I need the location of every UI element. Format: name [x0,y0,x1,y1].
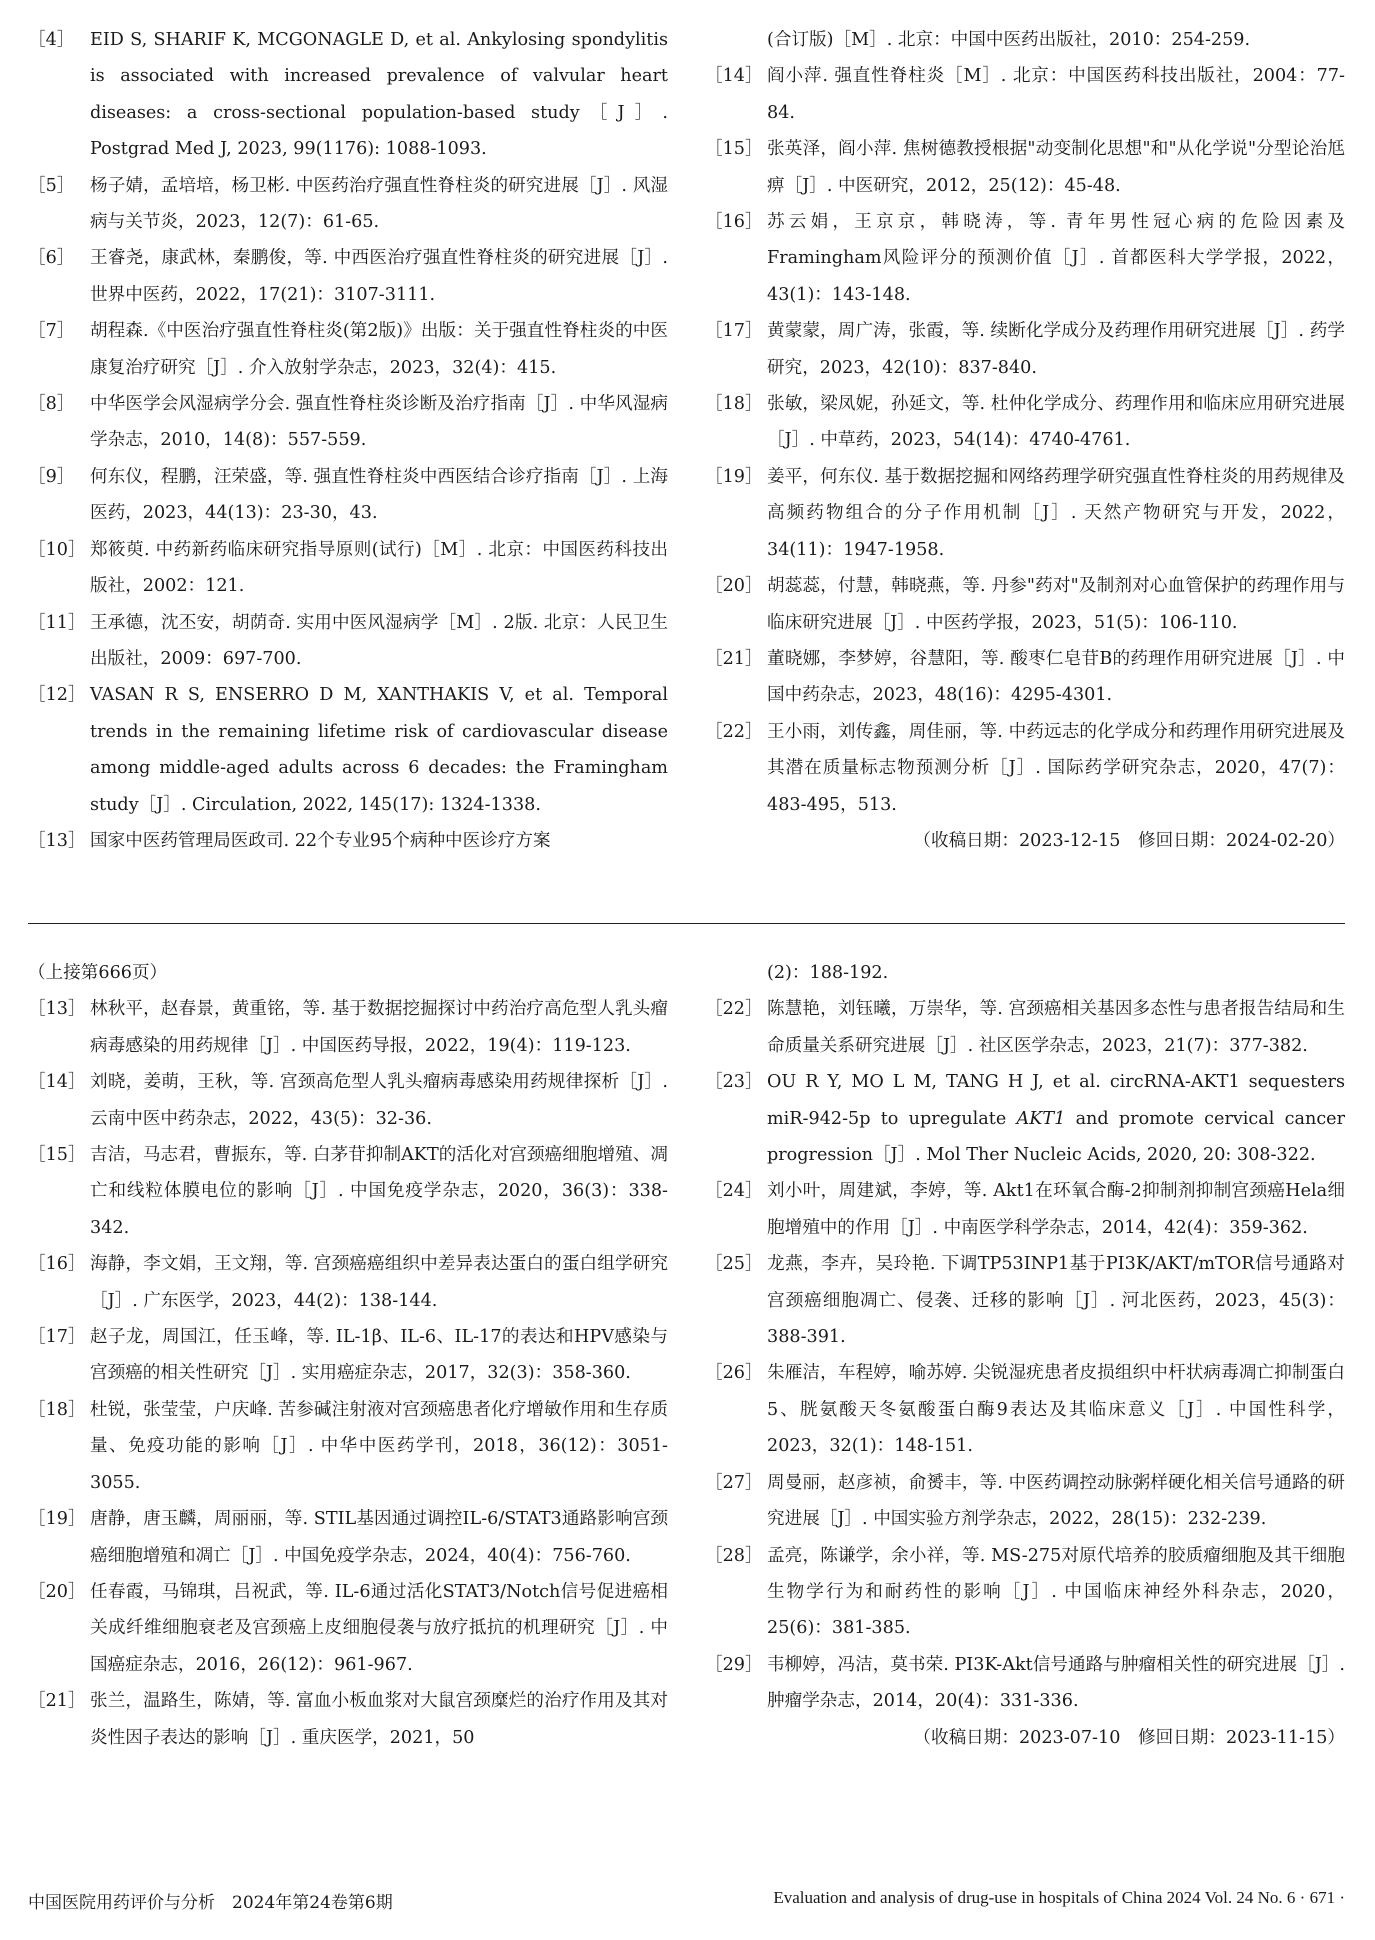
reference-entry: ［13］ 林秋平，赵春景，黄重铭，等. 基于数据挖掘探讨中药治疗高危型人乳头瘤病毒感染的用药规律［J］. 中国医药导报，2022，19(4)：119-123. [28,999,668,1056]
reference-entry: ［8］ 中华医学会风湿病学分会. 强直性脊柱炎诊断及治疗指南［J］. 中华风湿病学杂志，2010，14(8)：557-559. [28,394,668,451]
reference-entry: ［20］ 任春霞，马锦琪，吕祝武，等. IL-6通过活化STAT3/Notch信号促进癌相关成纤维细胞衰老及宫颈癌上皮细胞侵袭与放疗抵抗的机理研究［J］. 中国癌症杂志，2016，26(12)：961-967. [28,1581,668,1675]
top-left-column [28,22,668,859]
reference-entry: ［21］ 董晓娜，李梦婷，谷慧阳，等. 酸枣仁皂苷B的药理作用研究进展［J］. 中国中药杂志，2023，48(16)：4295-4301. [705,648,1345,706]
gene-name-italic: AKT1 [1016,1108,1066,1129]
received-date: （收稿日期：2023-07-10 修回日期：2023-11-15） [913,1727,1345,1748]
reference-entry: ［17］ 赵子龙，周国江，任玉峰，等. IL-1β、IL-6、IL-17的表达和HPV感染与宫颈癌的相关性研究［J］. 实用癌症杂志，2017，32(3)：358-360. [28,1327,668,1384]
reference-entry: ［19］ 姜平，何东仪. 基于数据挖掘和网络药理学研究强直性脊柱炎的用药规律及高频药物组合的分子作用机制［J］. 天然产物研究与开发，2022，34(11)：1947-1958. [705,466,1345,560]
reference-entry: ［23］ OU R Y, MO L M, TANG H J, et al. circRNA-AKT1 sequesters miR-942-5p to upregulate AKT1 and promote cervical cancer progression［J］. Mol Ther Nucleic Acids, 2020, 20: 308-322. [705,1072,1346,1166]
reference-continuation: (2)：188-192. [767,963,889,983]
reference-entry: ［5］ 杨子婧，孟培培，杨卫彬. 中医药治疗强直性脊柱炎的研究进展［J］. 风湿病与关节炎，2023，12(7)：61-65. [28,175,668,233]
bottom-article-references [28,955,1345,1756]
journal-english-footer: Evaluation and analysis of drug-use in hospitals of China 2024 Vol. 24 No. 6 · 671 · [773,1888,1345,1907]
reference-entry: ［4］ EID S, SHARIF K, MCGONAGLE D, et al. Ankylosing spondylitis is associated with increased prevalence of valvular heart diseases: a cross-sectional population-based study［J］. Postgrad Med J, 2023, 99(1176): 1088-1093. [28,30,668,160]
reference-entry: ［21］ 张兰，温路生，陈婧，等. 富血小板血浆对大鼠宫颈糜烂的治疗作用及其对炎性因子表达的影响［J］. 重庆医学，2021，50 [28,1691,668,1748]
reference-entry: ［19］ 唐静，唐玉麟，周丽丽，等. STIL基因通过调控IL-6/STAT3通路影响宫颈癌细胞增殖和凋亡［J］. 中国免疫学杂志，2024，40(4)：756-760. [28,1509,668,1566]
reference-entry: ［9］ 何东仪，程鹏，汪荣盛，等. 强直性脊柱炎中西医结合诊疗指南［J］. 上海医药，2023，44(13)：23-30，43. [28,466,668,524]
received-date: （收稿日期：2023-12-15 修回日期：2024-02-20） [913,830,1345,851]
reference-entry: ［12］ VASAN R S, ENSERRO D M, XANTHAKIS V, et al. Temporal trends in the remaining lifetime risk of cardiovascular disease among middle-aged adults across 6 decades: the Framingham study［J］. Circulation, 2022, 145(17): 1324-1338. [28,685,668,815]
continued-from-note: （上接第666页） [28,963,168,983]
reference-entry: ［7］ 胡程森.《中医治疗强直性脊柱炎(第2版)》出版：关于强直性脊柱炎的中医康复治疗研究［J］. 介入放射学杂志，2023，32(4)：415. [28,321,668,378]
bottom-left-column [28,955,668,1756]
reference-entry: ［13］ 国家中医药管理局医政司. 22个专业95个病种中医诊疗方案 [28,830,551,851]
reference-continuation: (合订版)［M］. 北京：中国中医药出版社，2010：254-259. [767,30,1251,50]
reference-entry: ［22］ 陈慧艳，刘钰曦，万崇华，等. 宫颈癌相关基因多态性与患者报告结局和生命质量关系研究进展［J］. 社区医学杂志，2023，21(7)：377-382. [705,999,1345,1056]
reference-entry: ［15］ 吉洁，马志君，曹振东，等. 白茅苷抑制AKT的活化对宫颈癌细胞增殖、凋亡和线粒体膜电位的影响［J］. 中国免疫学杂志，2020，36(3)：338-342. [28,1145,668,1238]
reference-entry: ［27］ 周曼丽，赵彦祯，俞赟丰，等. 中医药调控动脉粥样硬化相关信号通路的研究进展［J］. 中国实验方剂学杂志，2022，28(15)：232-239. [705,1472,1345,1530]
reference-entry: ［10］ 郑筱萸. 中药新药临床研究指导原则(试行)［M］. 北京：中国医药科技出版社，2002：121. [28,539,668,597]
reference-entry: ［28］ 孟亮，陈谦学，余小祥，等. MS-275对原代培养的胶质瘤细胞及其干细胞生物学行为和耐药性的影响［J］. 中国临床神经外科杂志，2020，25(6)：381-385. [705,1545,1345,1639]
reference-entry: ［18］ 杜锐，张莹莹，户庆峰. 苦参碱注射液对宫颈癌患者化疗增敏作用和生存质量、免疫功能的影响［J］. 中华中医药学刊，2018，36(12)：3051-3055. [28,1399,668,1493]
reference-entry: ［16］ 苏云娟，王京京，韩晓涛，等. 青年男性冠心病的危险因素及Framingham风险评分的预测价值［J］. 首都医科大学学报，2022，43(1)：143-148. [705,212,1345,305]
reference-entry: ［15］ 张英泽，阎小萍. 焦树德教授根据"动变制化思想"和"从化学说"分型论治尪痹［J］. 中医研究，2012，25(12)：45-48. [705,139,1345,196]
section-divider [28,923,1345,924]
bottom-right-column [705,955,1345,1756]
reference-entry: ［6］ 王睿尧，康武林，秦鹏俊，等. 中西医治疗强直性脊柱炎的研究进展［J］. 世界中医药，2022，17(21)：3107-3111. [28,248,668,305]
journal-name-footer: 中国医院用药评价与分析 2024年第24卷第6期 [28,1893,393,1913]
reference-entry: ［29］ 韦柳婷，冯洁，莫书荣. PI3K-Akt信号通路与肿瘤相关性的研究进展［J］. 肿瘤学杂志，2014，20(4)：331-336. [705,1654,1345,1712]
reference-entry: ［16］ 海静，李文娟，王文翔，等. 宫颈癌癌组织中差异表达蛋白的蛋白组学研究［J］. 广东医学，2023，44(2)：138-144. [28,1254,668,1311]
reference-entry: ［20］ 胡蕊蕊，付慧，韩晓燕，等. 丹参"药对"及制剂对心血管保护的药理作用与临床研究进展［J］. 中医药学报，2023，51(5)：106-110. [705,576,1345,633]
reference-entry: ［11］ 王承德，沈丕安，胡荫奇. 实用中医风湿病学［M］. 2版. 北京：人民卫生出版社，2009：697-700. [28,612,668,669]
reference-entry: ［14］ 刘晓，姜萌，王秋，等. 宫颈高危型人乳头瘤病毒感染用药规律探析［J］. 云南中医中药杂志，2022，43(5)：32-36. [28,1072,668,1129]
top-article-references [28,22,1345,859]
reference-entry: ［18］ 张敏，梁凤妮，孙延文，等. 杜仲化学成分、药理作用和临床应用研究进展［J］. 中草药，2023，54(14)：4740-4761. [705,394,1345,451]
reference-entry: ［22］ 王小雨，刘传鑫，周佳丽，等. 中药远志的化学成分和药理作用研究进展及其潜在质量标志物预测分析［J］. 国际药学研究杂志，2020，47(7)：483-495，513. [705,721,1345,815]
reference-entry: ［14］ 阎小萍. 强直性脊柱炎［M］. 北京：中国医药科技出版社，2004：77-84. [705,66,1345,123]
top-right-column [705,22,1345,859]
reference-entry: ［24］ 刘小叶，周建斌，李婷，等. Akt1在环氧合酶-2抑制剂抑制宫颈癌Hela细胞增殖中的作用［J］. 中南医学科学杂志，2014，42(4)：359-362. [705,1181,1345,1238]
reference-entry: ［17］ 黄蒙蒙，周广涛，张霞，等. 续断化学成分及药理作用研究进展［J］. 药学研究，2023，42(10)：837-840. [705,321,1345,378]
reference-entry: ［25］ 龙燕，李卉，吴玲艳. 下调TP53INP1基于PI3K/AKT/mTOR信号通路对宫颈癌细胞凋亡、侵袭、迁移的影响［J］. 河北医药，2023，45(3)：388-391. [705,1254,1345,1348]
reference-entry: ［26］ 朱雁洁，车程婷，喻苏婷. 尖锐湿疣患者皮损组织中杆状病毒凋亡抑制蛋白5、胱氨酸天冬氨酸蛋白酶9表达及其临床意义［J］. 中国性科学，2023，32(1)：148-151. [705,1363,1345,1457]
